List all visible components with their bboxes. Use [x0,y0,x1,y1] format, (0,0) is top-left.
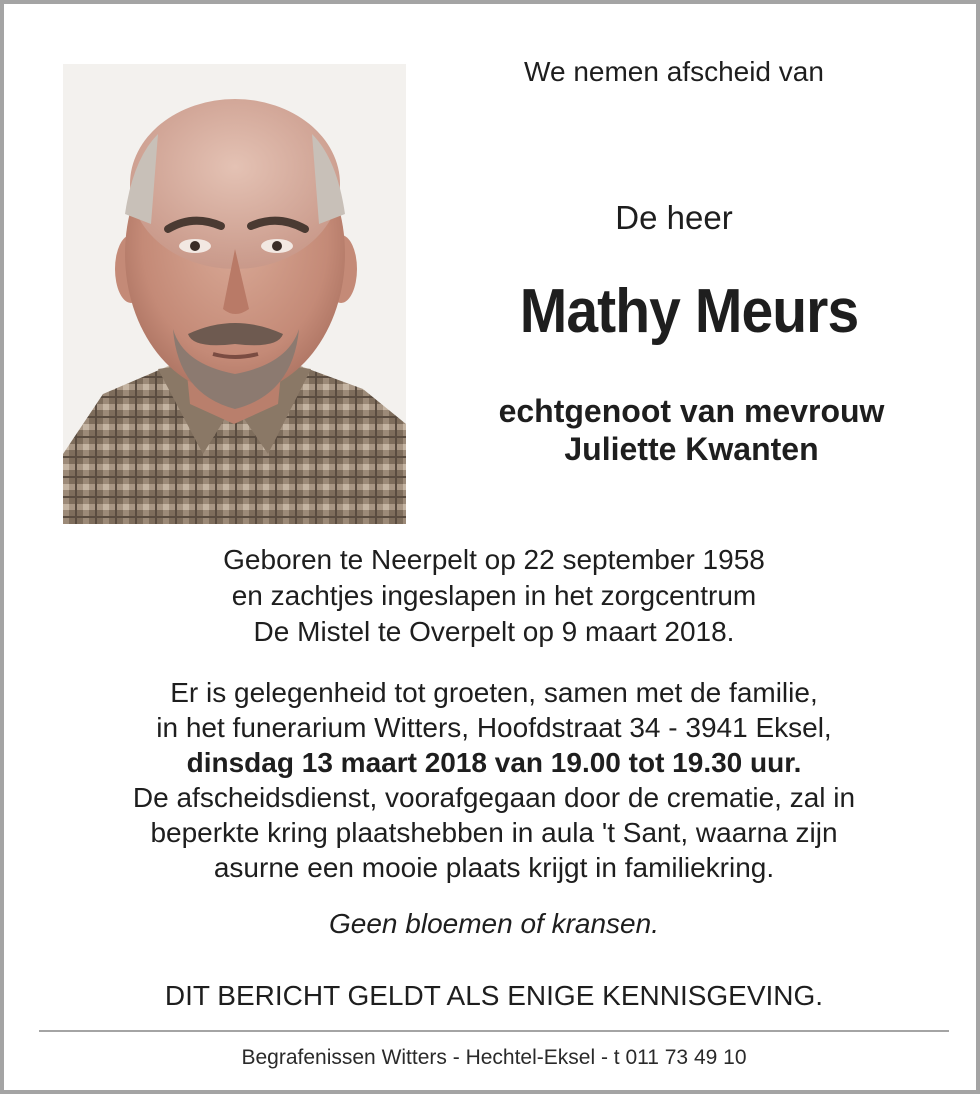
death-place-line: De Mistel te Overpelt op 9 maart 2018. [253,616,735,647]
spouse-block [404,392,979,468]
portrait-photo [63,64,406,524]
visit-location-line: in het funerarium Witters, Hoofdstraat 34 - 3941 Eksel, [156,712,832,743]
intro-text: We nemen afscheid van [524,56,824,87]
spouse-name: Juliette Kwanten [564,431,819,467]
spouse-line: echtgenoot van mevrouw [498,393,885,429]
urn-line: asurne een mooie plaats krijgt in familiekring. [213,852,775,883]
salutation: De heer [615,199,733,236]
deceased-name: Mathy Meurs [519,277,859,346]
notice-text: DIT BERICHT GELDT ALS ENIGE KENNISGEVING. [164,980,824,1011]
visit-line: Er is gelegenheid tot groeten, samen met de familie, [170,677,818,708]
no-flowers-note: Geen bloemen of kransen. [329,908,659,939]
service-line: De afscheidsdienst, voorafgegaan door de crematie, zal in [132,782,856,813]
birth-death-block [44,542,944,650]
death-line: en zachtjes ingeslapen in het zorgcentrum [231,580,757,611]
birth-line: Geboren te Neerpelt op 22 september 1958 [223,544,765,575]
visitation-block [44,675,944,885]
footer-divider [39,1030,949,1032]
visit-date-line: dinsdag 13 maart 2018 van 19.00 tot 19.30 uur. [186,747,802,778]
funeral-home-footer: Begrafenissen Witters - Hechtel-Eksel - t 011 73 49 10 [241,1046,747,1069]
service-place-line: beperkte kring plaatshebben in aula 't Sant, waarna zijn [150,817,838,848]
